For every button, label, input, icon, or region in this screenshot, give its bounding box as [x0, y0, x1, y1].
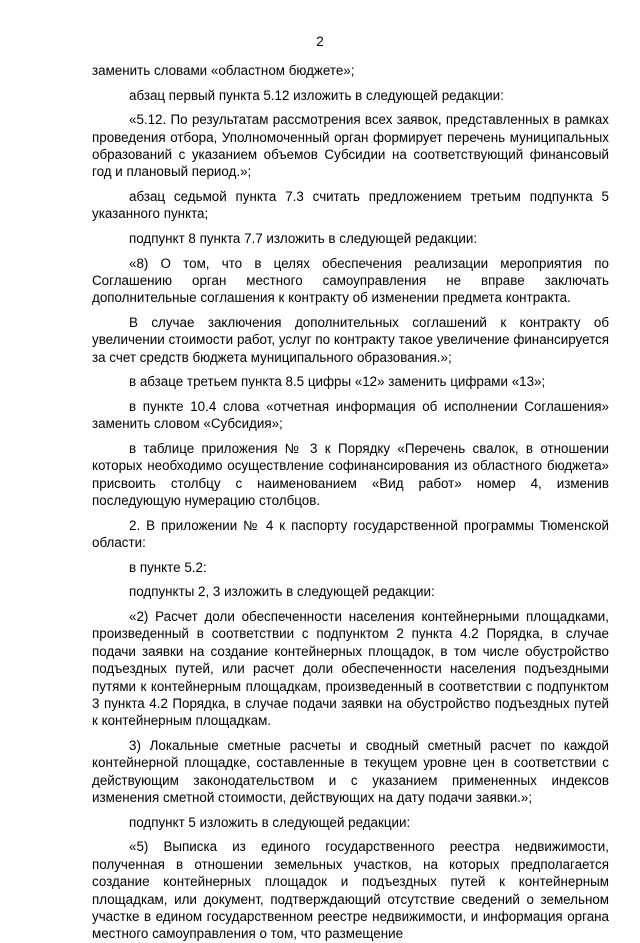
paragraph: в пункте 10.4 слова «отчетная информация об исполнении Соглашения» заменить словом «Субсидия»; [92, 399, 609, 432]
paragraph: «2) Расчет доли обеспеченности населения контейнерными площадками, произведенный в соответствии с подпунктом 2 пункта 4.2 Порядка, в случае подачи заявки на создание контейнерных площадок, в том числе обустройство подъездных путей, или расчет доли обеспеченности населения подъездными путями к контейнерным площадкам, произведенный в соответствии с подпунктом 3 пункта 4.2 Порядка, в случае подачи заявки на обустройство подъездных путей к контейнерным площадкам. [92, 609, 609, 729]
paragraph: «5.12. По результатам рассмотрения всех заявок, представленных в рамках проведения отбора, Уполномоченный орган формирует перечень муниципальных образований с указанием объемов Субсидии на соответствующий финансовый год и плановый период.»; [92, 112, 609, 180]
paragraph: «8) О том, что в целях обеспечения реализации мероприятия по Соглашению орган местного самоуправления не вправе заключать дополнительные соглашения к контракту об изменении предмета контракта. [92, 255, 609, 306]
paragraph: подпункты 2, 3 изложить в следующей редакции: [129, 584, 435, 600]
paragraph: заменить словами «областном бюджете»; [92, 63, 355, 78]
document-body [92, 62, 609, 943]
paragraph: 2. В приложении № 4 к паспорту государственной программы Тюменской области: [92, 517, 609, 551]
paragraph: в абзаце третьем пункта 8.5 цифры «12» заменить цифрами «13»; [129, 374, 546, 390]
paragraph: абзац седьмой пункта 7.3 считать предложением третьим подпункта 5 указанного пункта; [92, 189, 609, 222]
paragraph: «5) Выписка из единого государственного реестра недвижимости, полученная в отношении земельных участков, на которых предполагается создание контейнерных площадок и подъездных путей к контейнерным площадкам, или документ, подтверждающий отсутствие сведений о земельном участке в едином государственном реестре недвижимости, и информация органа местного самоуправления о том, что размещение [92, 839, 609, 942]
paragraph: 3) Локальные сметные расчеты и сводный сметный расчет по каждой контейнерной площадке, составленные в текущем уровне цен в соответствии с действующим законодательством и с указанием примененных индексов изменения сметной стоимости, действующих на дату подачи заявки.»; [92, 738, 609, 806]
paragraph: подпункт 5 изложить в следующей редакции: [129, 814, 411, 830]
paragraph: в таблице приложения № 3 к Порядку «Перечень свалок, в отношении которых необходимо осуществление софинансирования из областного бюджета» присвоить столбцу с наименованием «Вид работ» номер 4, изменив последующую нумерацию столбцов. [92, 441, 609, 509]
paragraph: В случае заключения дополнительных соглашений к контракту об увеличении стоимости работ, услуг по контракту такое увеличение финансируется за счет средств бюджета муниципального образования.»; [92, 315, 609, 365]
paragraph: в пункте 5.2: [129, 559, 207, 575]
paragraph: подпункт 8 пункта 7.7 изложить в следующей редакции: [129, 231, 478, 246]
page-number: 2 [316, 34, 324, 49]
paragraph: абзац первый пункта 5.12 изложить в следующей редакции: [129, 87, 504, 103]
